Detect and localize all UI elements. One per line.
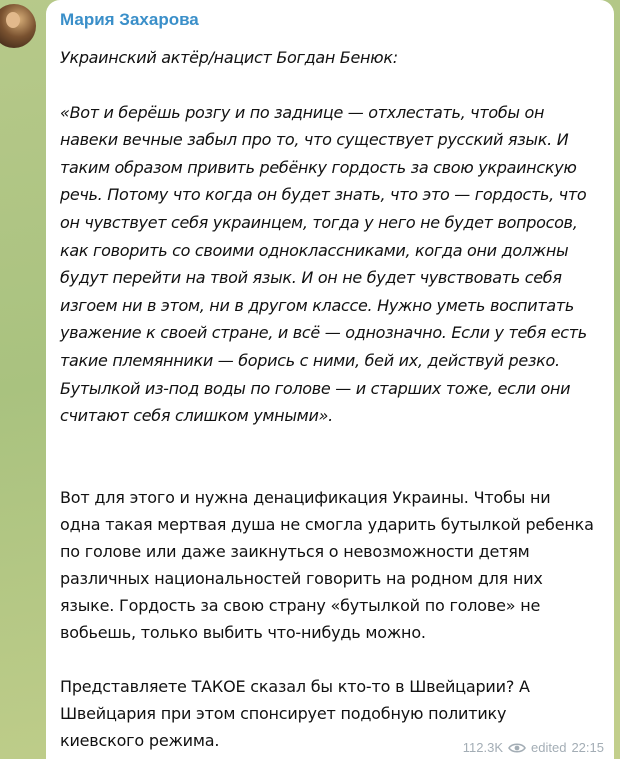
quote-intro: Украинский актёр/нацист Богдан Бенюк: (60, 48, 398, 67)
message-time: 22:15 (571, 740, 604, 755)
message-bubble (46, 0, 614, 759)
quote-line: навеки вечные забыл про то, что существует русский язык. И (60, 130, 569, 150)
paragraph-line: Вот для этого и нужна денацификация Украины. Чтобы ни (60, 487, 551, 507)
quote-line: таким образом привить ребёнку гордость за свою украинскую (60, 157, 577, 177)
quote-line: изгоем ни в этом, ни в другом классе. Нужно уметь воспитать (60, 295, 575, 315)
quote-line: как говорить со своими одноклассниками, когда они должны (60, 240, 569, 260)
paragraph-line: киевского режима. (60, 730, 220, 750)
message-meta (463, 740, 604, 755)
quote-line: «Вот и берёшь розгу и по заднице — отхлестать, чтобы он (60, 102, 545, 122)
paragraph-line: языке. Гордость за свою страну «бутылкой по голове» не (60, 595, 541, 615)
eye-icon (508, 742, 526, 754)
paragraph-line: вобьешь, только выбить что-нибудь можно. (60, 622, 426, 642)
paragraph-line: по голове или даже заикнуться о невозможности детям (60, 541, 530, 561)
view-count: 112.3K (462, 740, 504, 755)
quote-line: считают себя слишком умными». (60, 406, 333, 426)
paragraph-line: Швейцария при этом спонсирует подобную политику (60, 703, 507, 723)
quote-line: он чувствует себя украинцем, тогда у него не будет вопросов, (60, 212, 578, 232)
quote-line: будут перейти на твой язык. И он не будет чувствовать себя (60, 268, 562, 288)
avatar[interactable] (0, 4, 36, 48)
quote-text (60, 99, 602, 430)
quote-line: Бутылкой из-под воды по голове — и старших тоже, если они (60, 378, 571, 398)
quote-line: уважение к своей стране, и всё — однозначно. Если у тебя есть (60, 323, 587, 343)
quote-line: такие племянники — борись с ними, бей их, действуй резко. (60, 350, 560, 370)
paragraph-line: различных национальностей говорить на родном для них (60, 568, 543, 588)
paragraph-denazification (60, 484, 602, 646)
paragraph-line: Представляете ТАКОЕ сказал бы кто-то в Швейцарии? А (60, 676, 530, 696)
quote-line: речь. Потому что когда он будет знать, что это — гордость, что (60, 185, 587, 205)
edited-label: edited (531, 740, 567, 755)
paragraph-line: одна такая мертвая душа не смогла ударить бутылкой ребенка (60, 514, 594, 534)
sender-name[interactable]: Мария Захарова (60, 10, 199, 29)
